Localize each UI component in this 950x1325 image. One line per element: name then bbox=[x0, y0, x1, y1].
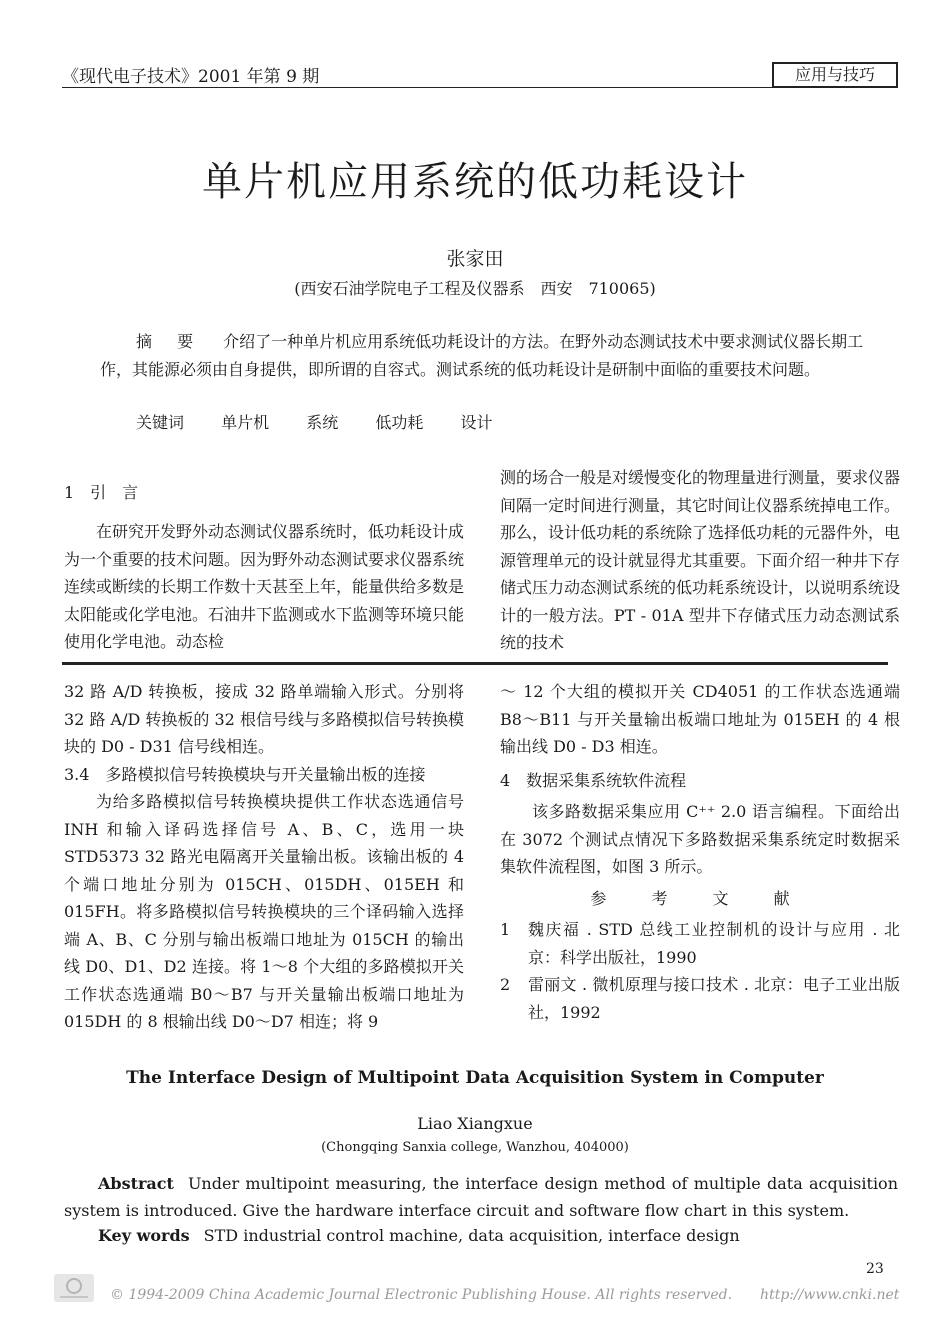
english-title: The Interface Design of Multipoint Data Acquisition System in Computer bbox=[126, 1068, 824, 1088]
header-rule bbox=[62, 87, 898, 88]
abstract bbox=[100, 328, 870, 384]
subsection-heading: 3.4 多路模拟信号转换模块与开关量输出板的连接 bbox=[64, 764, 426, 784]
keyword: 单片机 bbox=[221, 413, 270, 432]
english-abstract-label: Abstract bbox=[98, 1174, 174, 1193]
english-author: Liao Xiangxue bbox=[417, 1114, 533, 1133]
english-keywords-label: Key words bbox=[98, 1226, 190, 1245]
keyword: 设计 bbox=[460, 413, 493, 432]
references-heading: 参 考 文 献 bbox=[590, 888, 810, 908]
keyword: 低功耗 bbox=[375, 413, 424, 432]
reference-item bbox=[500, 971, 900, 1026]
reference-text: 雷丽文 . 微机原理与接口技术 . 北京：电子工业出版社，1992 bbox=[528, 975, 900, 1022]
reference-item bbox=[500, 916, 900, 971]
abstract-label: 摘 要 bbox=[136, 332, 204, 351]
reference-number: 2 bbox=[500, 975, 511, 994]
body-paragraph: 测的场合一般是对缓慢变化的物理量进行测量，要求仪器间隔一定时间进行测量，其它时间让仪器系统掉电工作。那么，设计低功耗的系统除了选择低功耗的元器件外，电源管理单元的设计就显得尤其重要。下面介绍一种井下存储式压力动态测试系统的低功耗系统设计，以说明系统设计的一般方法。PT - 01A 型井下存储式压力动态测试系统的技术 bbox=[500, 468, 901, 652]
column-bottom-right bbox=[500, 678, 900, 1026]
reference-number: 1 bbox=[500, 920, 511, 939]
article-title: 单片机应用系统的低功耗设计 bbox=[202, 159, 748, 205]
body-paragraph: 在研究开发野外动态测试仪器系统时，低功耗设计成为一个重要的技术问题。因为野外动态测试要求仪器系统连续或断续的长期工作数十天甚至上年，能量供给多数是太阳能或化学电池。石油井下监测或水下监测等环境只能使用化学电池。动态检 bbox=[64, 522, 465, 651]
column-bottom-left bbox=[64, 678, 464, 1036]
keywords-label: 关键词 bbox=[136, 413, 185, 432]
english-abstract bbox=[64, 1170, 898, 1224]
page-divider bbox=[62, 662, 888, 665]
english-keywords bbox=[98, 1226, 740, 1245]
article-author: 张家田 bbox=[446, 248, 504, 270]
section-tag: 应用与技巧 bbox=[772, 62, 898, 88]
reference-text: 魏庆福 . STD 总线工业控制机的设计与应用 . 北京：科学出版社，1990 bbox=[528, 920, 900, 967]
keyword: 系统 bbox=[306, 413, 339, 432]
journal-header: 《现代电子技术》2001 年第 9 期 bbox=[62, 67, 320, 87]
column-top-right bbox=[500, 464, 900, 657]
copyright-footer: © 1994-2009 China Academic Journal Electronic Publishing House. All rights reserved. http://www.cnki.net bbox=[110, 1287, 900, 1303]
body-paragraph: 为给多路模拟信号转换模块提供工作状态选通信号 INH 和输入译码选择信号 A、B、C，选用一块 STD5373 32 路光电隔离开关量输出板。该输出板的 4 个端口地址分别为 015CH、015DH、015EH 和 015FH。将多路模拟信号转换模块的三个译码输入选择端 A、B、C 分别与输出板端口地址为 015CH 的输出线 D0、D1、D2 连接。将 1～8 个大组的多路模拟开关工作状态选通端 B0～B7 与开关量输出板端口地址为 015DH 的 8 根输出线 D0～D7 相连；将 9 bbox=[64, 792, 464, 1031]
section-heading-intro: 1 引 言 bbox=[64, 483, 139, 502]
column-top-left bbox=[64, 518, 464, 656]
article-affiliation: (西安石油学院电子工程及仪器系 西安 710065) bbox=[294, 279, 656, 298]
keywords bbox=[136, 410, 510, 433]
body-paragraph: ～ 12 个大组的模拟开关 CD4051 的工作状态选通端 B8～B11 与开关量输出板端口地址为 015EH 的 4 根输出线 D0 - D3 相连。 bbox=[500, 682, 900, 756]
cnki-logo-icon bbox=[54, 1274, 94, 1302]
english-abstract-text: Under multipoint measuring, the interface design method of multiple data acquisition system is introduced. Give the hardware interface circuit and software flow chart in this system. bbox=[64, 1174, 898, 1220]
body-paragraph: 该多路数据采集应用 C⁺⁺ 2.0 语言编程。下面给出在 3072 个测试点情况下多路数据采集系统定时数据采集软件流程图，如图 3 所示。 bbox=[500, 802, 900, 876]
english-keywords-text: STD industrial control machine, data acquisition, interface design bbox=[203, 1226, 740, 1245]
abstract-text: 介绍了一种单片机应用系统低功耗设计的方法。在野外动态测试技术中要求测试仪器长期工作，其能源必须由自身提供，即所谓的自容式。测试系统的低功耗设计是研制中面临的重要技术问题。 bbox=[100, 332, 864, 379]
body-paragraph: 32 路 A/D 转换板，接成 32 路单端输入形式。分别将 32 路 A/D 转换板的 32 根信号线与多路模拟信号转换模块的 D0 - D31 信号线相连。 bbox=[64, 682, 464, 756]
english-affiliation: (Chongqing Sanxia college, Wanzhou, 404000) bbox=[321, 1140, 629, 1155]
section-heading-software: 4 数据采集系统软件流程 bbox=[500, 770, 687, 790]
page-number: 23 bbox=[866, 1261, 884, 1277]
